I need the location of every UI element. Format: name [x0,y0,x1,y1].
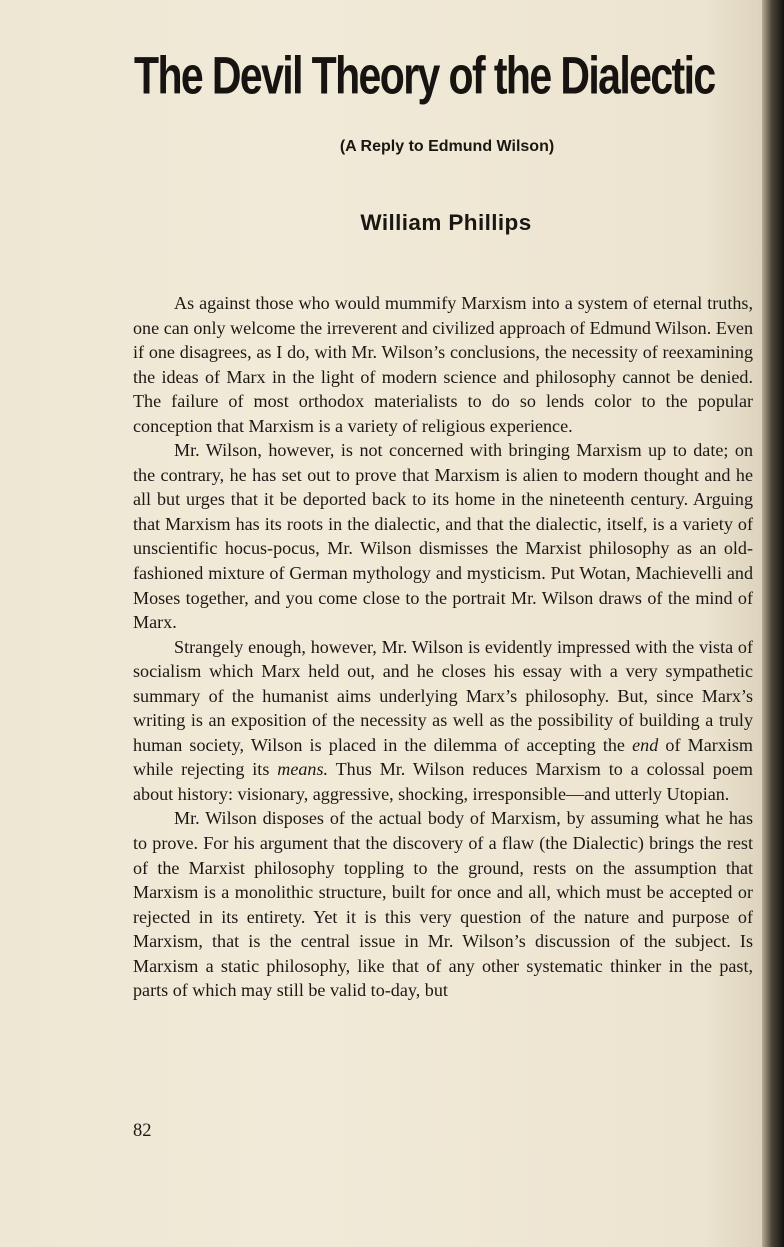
article-body [133,291,753,1003]
page-gutter-edge [762,0,784,1247]
page-number: 82 [133,1121,152,1141]
article-title: The Devil Theory of the Dialectic [134,46,715,105]
paragraph-4: Mr. Wilson disposes of the actual body of Marxism, by assuming what he has to prove. For his argument that the discovery of a flaw (the Dialectic) brings the rest of the Marxist philosophy toppling to the ground, rests on the assumption that Marxism is a monolithic structure, built for once and all, which must be accepted or rejected in its entirety. Yet it is this very question of the nature and purpose of Marxism, that is the central issue in Mr. Wilson’s discussion of the subject. Is Marxism a static philosophy, like that of any other systematic thinker in the past, parts of which may still be valid to-day, but [133,808,753,1001]
article-subtitle: (A Reply to Edmund Wilson) [339,138,555,155]
paragraph-2: Mr. Wilson, however, is not concerned with bringing Marxism up to date; on the contrary, he has set out to prove that Marxism is alien to modern thought and he all but urges that it be deported back to its home in the nineteenth century. Arguing that Marxism has its roots in the dialectic, and that the dialectic, itself, is a variety of unscientific hocus-pocus, Mr. Wilson dismisses the Marxist philosophy as an old-fashioned mixture of German mythology and mysticism. Put Wotan, Machievelli and Moses together, and you come close to the portrait Mr. Wilson draws of the mind of Marx. [133,440,753,633]
paragraph-1: As against those who would mummify Marxism into a system of eternal truths, one can only welcome the irreverent and civilized approach of Edmund Wilson. Even if one disagrees, as I do, with Mr. Wilson’s conclusions, the necessity of reexamining the ideas of Marx in the light of modern science and philosophy cannot be denied. The failure of most orthodox materialists to do so lends color to the popular conception that Marxism is a variety of religious experience. [133,293,753,436]
paragraph-3 [133,635,753,807]
paragraph-3-part-c: Thus Mr. Wilson reduces Marxism to a colossal poem about history: visionary, aggressive, shocking, irresponsible—and utterly Utopian. [133,759,753,804]
emphasis-means: means. [277,759,329,780]
emphasis-end: end [632,734,659,755]
paragraph-3-part-b: of Marxism while rejecting its [133,734,753,780]
paragraph-3-part-a: Strangely enough, however, Mr. Wilson is evidently impressed with the vista of socialism which Marx held out, and he closes his essay with a very sympathetic summary of the humanist aims underlying Marx’s philosophy. But, since Marx’s writing is an exposition of the necessity as well as the possibility of building a truly human society, Wilson is placed in the dilemma of accepting the [133,636,753,755]
article-author: William Phillips [360,210,532,235]
